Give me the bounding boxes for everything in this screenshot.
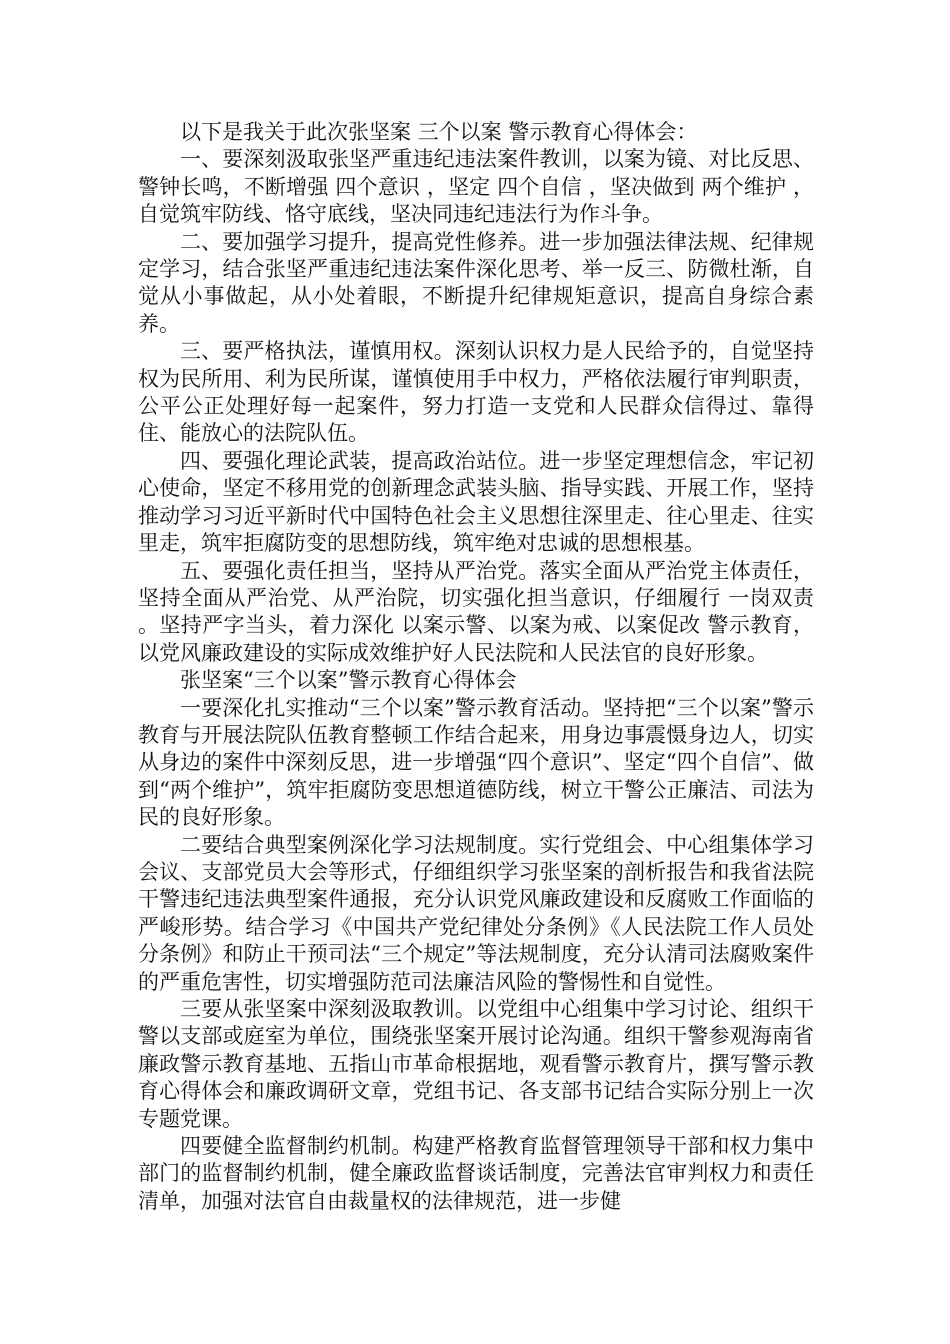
paragraph-5: 五、要强化责任担当，坚持从严治党。落实全面从严治党主体责任，坚持全面从严治党、从严治院，切实强化担当意识，仔细履行 一岗双责 。坚持严字当头，着力深化 以案示警、以案为戒、以案促改 警示教育，以党风廉政建设的实际成效维护好人民法院和人民法官的良好形象。 <box>138 558 814 665</box>
document-body <box>138 119 814 1215</box>
section-paragraph-4: 四要健全监督制约机制。构建严格教育监督管理领导干部和权力集中部门的监督制约机制，健全廉政监督谈话制度，完善法官审判权力和责任清单，加强对法官自由裁量权的法律规范，进一步健 <box>138 1134 814 1213</box>
paragraph-2: 二、要加强学习提升，提高党性修养。进一步加强法律法规、纪律规定学习，结合张坚严重违纪违法案件深化思考、举一反三、防微杜渐，自觉从小事做起，从小处着眼，不断提升纪律规矩意识，提高自身综合素养。 <box>138 229 814 336</box>
paragraph-4: 四、要强化理论武装，提高政治站位。进一步坚定理想信念，牢记初心使命，坚定不移用党的创新理念武装头脑、指导实践、开展工作，坚持推动学习习近平新时代中国特色社会主义思想往深里走、往心里走、往实里走，筑牢拒腐防变的思想防线，筑牢绝对忠诚的思想根基。 <box>138 448 814 556</box>
section-heading: 张坚案“三个以案”警示教育心得体会 <box>180 668 517 693</box>
section-paragraph-1: 一要深化扎实推动“三个以案”警示教育活动。坚持把“三个以案”警示教育与开展法院队伍教育整顿工作结合起来，用身边事震慑身边人，切实从身边的案件中深刻反思，进一步增强“四个意识”、坚定“四个自信”、做到“两个维护”，筑牢拒腐防变思想道德防线，树立干警公正廉洁、司法为民的良好形象。 <box>138 695 814 830</box>
section-paragraph-2: 二要结合典型案例深化学习法规制度。实行党组会、中心组集体学习会议、支部党员大会等形式，仔细组织学习张坚案的剖析报告和我省法院干警违纪违法典型案件通报，充分认识党风廉政建设和反腐败工作面临的严峻形势。结合学习《中国共产党纪律处分条例》《人民法院工作人员处分条例》和防止干预司法“三个规定”等法规制度，充分认清司法腐败案件的严重危害性，切实增强防范司法廉洁风险的警惕性和自觉性。 <box>138 832 814 994</box>
section-paragraph-3: 三要从张坚案中深刻汲取教训。以党组中心组集中学习讨论、组织干警以支部或庭室为单位，围绕张坚案开展讨论沟通。组织干警参观海南省廉政警示教育基地、五指山市革命根据地，观看警示教育片，撰写警示教育心得体会和廉政调研文章，党组书记、各支部书记结合实际分别上一次专题党课。 <box>138 997 814 1131</box>
paragraph-3: 三、要严格执法，谨慎用权。深刻认识权力是人民给予的，自觉坚持权为民所用、利为民所谋，谨慎使用手中权力，严格依法履行审判职责，公平公正处理好每一起案件，努力打造一支党和人民群众信得过、靠得住、能放心的法院队伍。 <box>138 339 814 446</box>
intro-paragraph: 以下是我关于此次张坚案 三个以案 警示教育心得体会： <box>180 120 698 144</box>
paragraph-1: 一、要深刻汲取张坚严重违纪违法案件教训，以案为镜、对比反思、警钟长鸣，不断增强 四个意识 ，坚定 四个自信 ，坚决做到 两个维护 ，自觉筑牢防线、恪守底线，坚决同违纪违法行为作斗争。 <box>138 147 814 227</box>
